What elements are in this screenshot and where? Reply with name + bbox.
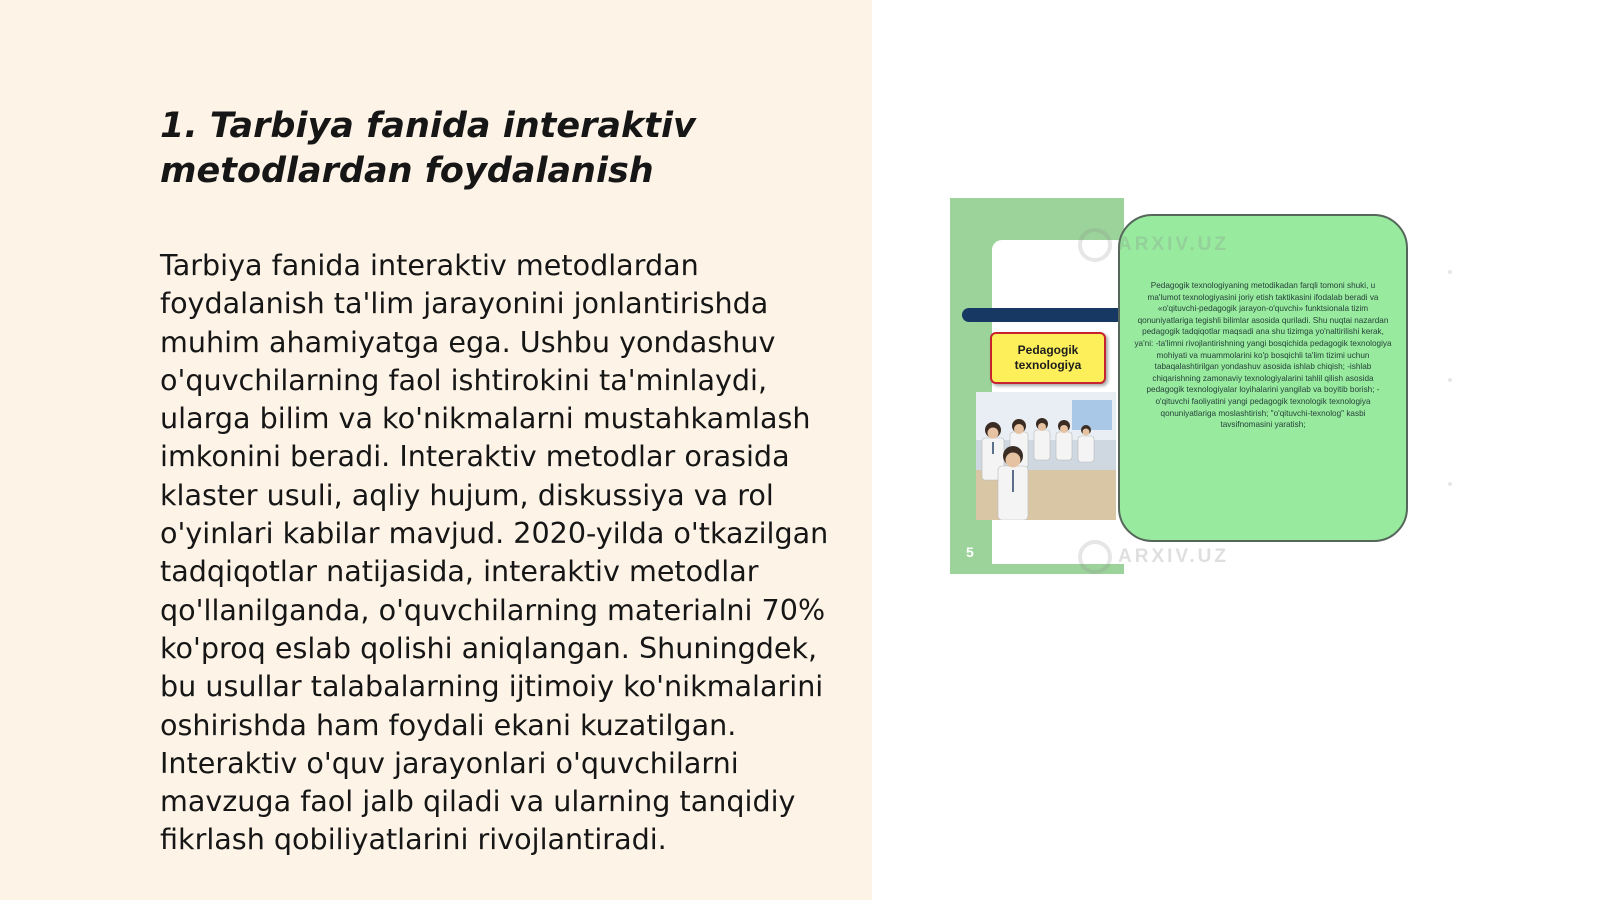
watermark-logo xyxy=(1078,540,1229,574)
watermark-text: ARXIV.UZ xyxy=(1118,546,1229,567)
thumbnail-bubble-text: Pedagogik texnologiyaning metodikadan farqli tomoni shuki, u ma'lumot texnologiyasini joriy etish taktikasini ifodalab beradi va «o'qituvchi-pedagogik jarayon-o'quvchi» funktsionala tizim qonuniyatlariga tegishli bilimlar asosida quriladi. Shu nuqtai nazardan pedagogik tadqiqotlar maqsadi ana shu tizimga yo'naltirilishi kerak, ya'ni: -ta'limni rivojlantirishning yangi bosqichida pedagogik texnologiya mohiyati va muammolarini ko'p bosqichli ta'lim tizimi uchun tabaqalashtirilgan yondashuv asosida ishlab chiqish; -ishlab chiqarishning zamonaviy texnologiyalarini tahlil qilish asosida pedagogik texnologiyalar loyihalarini yangilab va boyitib borish; -o'qituvchi faoliyatini yangi pedagogik texnologik texnologiya qonuniyatlariga moslashtirish; "o'qituvchi-texnolog" kasbi tavsifnomasini yaratish; xyxy=(1134,281,1392,430)
decorative-dot xyxy=(1448,482,1452,486)
decorative-dot xyxy=(1448,378,1452,382)
thumbnail-text-bubble xyxy=(1118,214,1408,542)
watermark-logo xyxy=(1078,228,1229,262)
thumbnail-page-number: 5 xyxy=(966,544,974,560)
slide-thumbnail-image xyxy=(950,198,1410,578)
slide-body-paragraph: Tarbiya fanida interaktiv metodlardan foydalanish ta'lim jarayonini jonlantirishda muhim ahamiyatga ega. Ushbu yondashuv o'quvchilarning faol ishtirokini ta'minlaydi, ularga bilim va ko'nikmalarni mustahkamlash imkonini beradi. Interaktiv metodlar orasida klaster usuli, aqliy hujum, diskussiya va rol o'yinlari kabilar mavjud. 2020-yilda o'tkazilgan tadqiqotlar natijasida, interaktiv metodlar qo'llanilganda, o'quvchilarning materialni 70% ko'proq eslab qolishi aniqlangan. Shuningdek, bu usullar talabalarning ijtimoiy ko'nikmalarini oshirishda ham foydali ekani kuzatilgan. Interaktiv o'quv jarayonlari o'quvchilarni mavzuga faol jalb qiladi va ularning tanqidiy fikrlash qobiliyatlarini rivojlantiradi. xyxy=(160,248,829,857)
thumbnail-navy-bar xyxy=(962,308,1124,322)
magnifier-icon xyxy=(1078,540,1112,574)
slide-title: 1. Tarbiya fanida interaktiv metodlardan foydalanish xyxy=(160,106,696,191)
decorative-dot xyxy=(1448,270,1452,274)
classroom-photo xyxy=(976,392,1116,520)
thumbnail-label-box xyxy=(990,332,1106,384)
thumbnail-label: Pedagogik texnologiya xyxy=(1014,343,1082,372)
watermark-text: ARXIV.UZ xyxy=(1118,234,1229,255)
classroom-photo-graphic xyxy=(976,392,1116,520)
magnifier-icon xyxy=(1078,228,1112,262)
